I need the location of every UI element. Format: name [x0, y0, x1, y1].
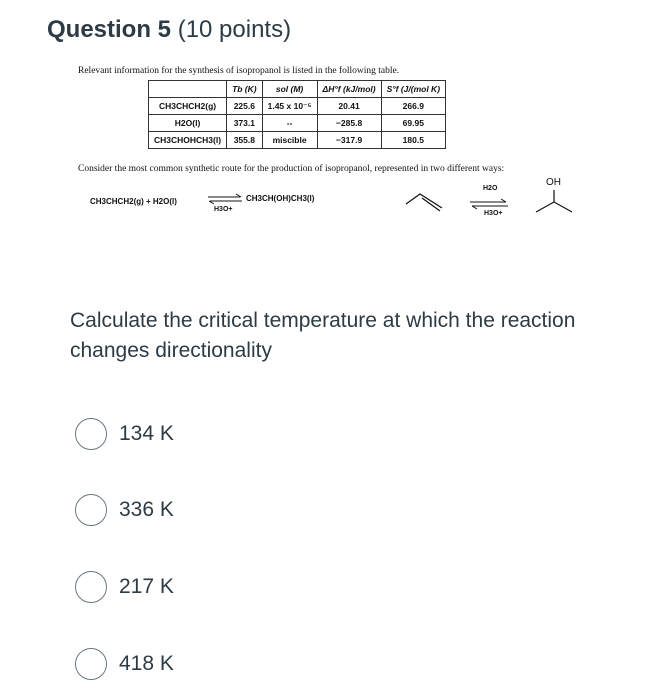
question-points: (10 points) [177, 16, 292, 43]
answer-option-label[interactable]: 217 K [119, 575, 174, 598]
table-cell: CH3CHOHCH3(l) [149, 132, 227, 149]
catalyst-label: H3O+ [214, 206, 233, 213]
table-cell: 373.1 [227, 115, 263, 132]
table-cell: −285.8 [317, 115, 381, 132]
catalyst-label: H3O+ [484, 210, 503, 217]
table-header-cell [149, 81, 227, 98]
table-header-cell: Tb (K) [227, 81, 263, 98]
answer-option-label[interactable]: 336 K [119, 498, 174, 521]
properties-table [148, 80, 446, 149]
reaction-reactants: CH3CHCH2(g) + H2O(l) [90, 197, 177, 206]
figure-intro: Relevant information for the synthesis of isopropanol is listed in the following table. [78, 66, 400, 76]
table-cell: 266.9 [381, 98, 445, 115]
table-cell: H2O(l) [149, 115, 227, 132]
question-figure [78, 66, 598, 226]
water-label: H2O [483, 185, 498, 192]
table-cell: 355.8 [227, 132, 263, 149]
table-row [149, 98, 446, 115]
radio-button[interactable] [75, 571, 107, 603]
answer-option-label[interactable]: 418 K [119, 652, 174, 675]
question-number: Question 5 [47, 16, 172, 43]
table-header-cell: ΔH°f (kJ/mol) [317, 81, 381, 98]
question-header [47, 16, 291, 44]
table-row [149, 132, 446, 149]
radio-button[interactable] [75, 418, 107, 450]
hydroxyl-label: OH [546, 177, 561, 188]
table-cell: 20.41 [317, 98, 381, 115]
table-cell: 180.5 [381, 132, 445, 149]
table-cell: CH3CHCH2(g) [149, 98, 227, 115]
table-cell: miscible [262, 132, 317, 149]
radio-button[interactable] [75, 494, 107, 526]
question-prompt: Calculate the critical temperature at which the reaction changes directionality [70, 309, 576, 362]
table-header-row [149, 81, 446, 98]
answer-option[interactable] [75, 571, 174, 603]
answer-option[interactable] [75, 494, 174, 526]
table-cell: −317.9 [317, 132, 381, 149]
answer-option[interactable] [75, 648, 174, 680]
table-row [149, 115, 446, 132]
answer-option-label[interactable]: 134 K [119, 422, 174, 445]
table-cell: -- [262, 115, 317, 132]
table-cell: 69.95 [381, 115, 445, 132]
table-header-cell: S°f (J/(mol K) [381, 81, 445, 98]
reaction-product: CH3CH(OH)CH3(l) [246, 194, 315, 203]
skeletal-reaction-icon [398, 178, 598, 226]
answer-option[interactable] [75, 418, 174, 450]
route-description: Consider the most common synthetic route for the production of isopropanol, represented in two different ways: [78, 164, 505, 174]
equilibrium-arrow-icon [206, 193, 244, 205]
table-cell: 225.6 [227, 98, 263, 115]
radio-button[interactable] [75, 648, 107, 680]
table-cell: 1.45 x 10⁻⁵ [262, 98, 317, 115]
table-header-cell: sol (M) [262, 81, 317, 98]
